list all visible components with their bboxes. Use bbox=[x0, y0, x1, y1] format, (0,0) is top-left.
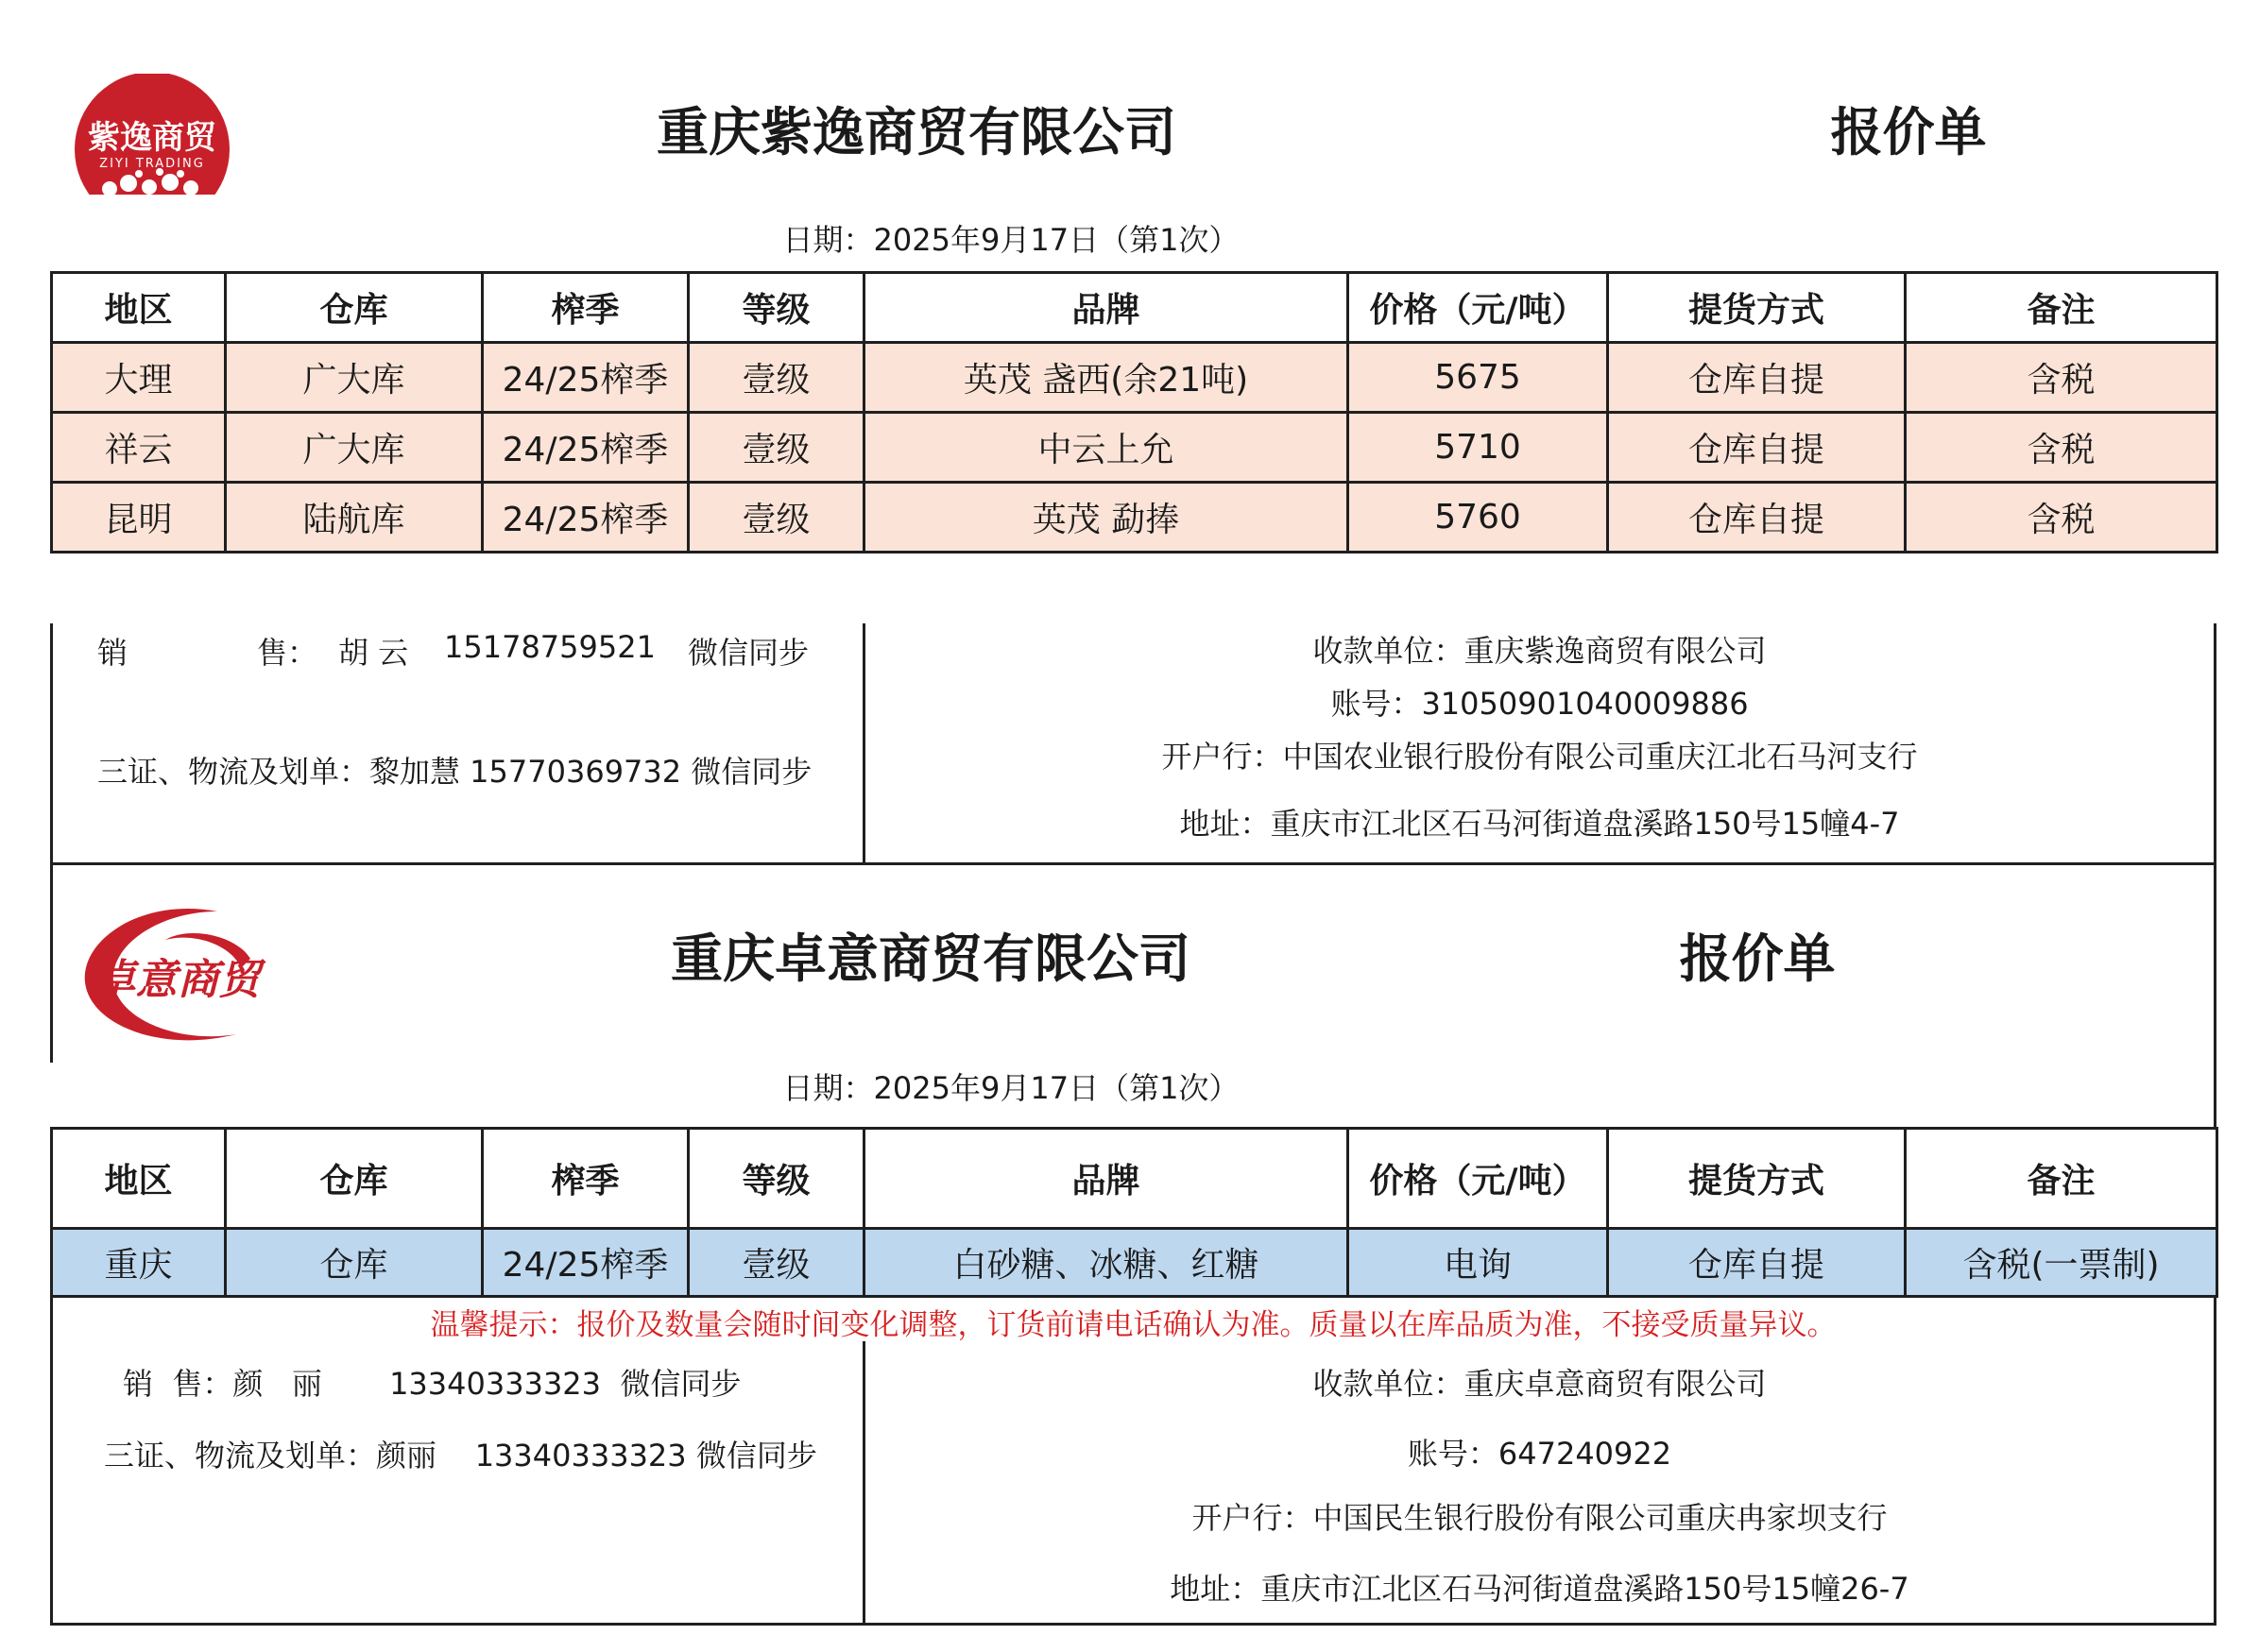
document-title: 报价单 bbox=[1830, 101, 1987, 162]
col-header: 等级 bbox=[689, 273, 864, 343]
table-row bbox=[52, 483, 2217, 553]
cell-brand: 中云上允 bbox=[864, 413, 1348, 483]
cell-remark: 含税 bbox=[1906, 343, 2217, 413]
cell-delivery: 仓库自提 bbox=[1608, 483, 1906, 553]
divider bbox=[50, 1623, 2216, 1626]
address: 地址：重庆市江北区石马河街道盘溪路150号15幢4-7 bbox=[1179, 806, 1900, 842]
payee: 收款单位：重庆卓意商贸有限公司 bbox=[1312, 1366, 1767, 1402]
address: 地址：重庆市江北区石马河街道盘溪路150号15幢26-7 bbox=[1170, 1571, 1909, 1607]
col-header: 价格（元/吨） bbox=[1348, 273, 1608, 343]
quote-date: 日期：2025年9月17日（第1次） bbox=[782, 1070, 1240, 1106]
col-header: 品牌 bbox=[864, 1129, 1348, 1229]
payee: 收款单位：重庆紫逸商贸有限公司 bbox=[1312, 633, 1767, 669]
sales-contact: 销 售：颜 丽 13340333323 微信同步 bbox=[123, 1366, 742, 1402]
cell-grade: 壹级 bbox=[689, 483, 864, 553]
cell-price: 5710 bbox=[1348, 413, 1608, 483]
bank: 开户行：中国民生银行股份有限公司重庆冉家坝支行 bbox=[1191, 1500, 1888, 1536]
sales-label: 销 bbox=[97, 635, 128, 671]
bank: 开户行：中国农业银行股份有限公司重庆江北石马河支行 bbox=[1161, 739, 1918, 775]
col-header: 备注 bbox=[1906, 1129, 2217, 1229]
cell-grade: 壹级 bbox=[689, 1229, 864, 1297]
company-logo-ziyi bbox=[72, 74, 232, 196]
sales-name: 胡 云 bbox=[338, 635, 409, 671]
document-title: 报价单 bbox=[1679, 928, 1836, 989]
col-header: 榨季 bbox=[483, 1129, 689, 1229]
logistics-contact: 三证、物流及划单：黎加慧 15770369732 微信同步 bbox=[97, 754, 813, 790]
col-header: 等级 bbox=[689, 1129, 864, 1229]
col-header: 提货方式 bbox=[1608, 273, 1906, 343]
cell-brand: 白砂糖、冰糖、红糖 bbox=[864, 1229, 1348, 1297]
cell-season: 24/25榨季 bbox=[483, 1229, 689, 1297]
col-header: 仓库 bbox=[226, 273, 483, 343]
cell-brand: 英茂 勐捧 bbox=[864, 483, 1348, 553]
cell-remark: 含税 bbox=[1906, 483, 2217, 553]
cell-season: 24/25榨季 bbox=[483, 413, 689, 483]
cell-grade: 壹级 bbox=[689, 413, 864, 483]
table-row bbox=[52, 413, 2217, 483]
cell-grade: 壹级 bbox=[689, 343, 864, 413]
table-header-row bbox=[52, 273, 2217, 343]
cell-price: 5760 bbox=[1348, 483, 1608, 553]
cell-region: 祥云 bbox=[52, 413, 226, 483]
divider bbox=[50, 862, 2216, 865]
divider bbox=[2214, 864, 2216, 1129]
col-header: 地区 bbox=[52, 273, 226, 343]
col-header: 品牌 bbox=[864, 273, 1348, 343]
cell-warehouse: 陆航库 bbox=[226, 483, 483, 553]
cell-price: 5675 bbox=[1348, 343, 1608, 413]
cell-delivery: 仓库自提 bbox=[1608, 343, 1906, 413]
divider bbox=[50, 623, 53, 864]
company-name: 重庆卓意商贸有限公司 bbox=[670, 928, 1190, 989]
sales-wechat-note: 微信同步 bbox=[688, 635, 810, 671]
account-number: 账号：647240922 bbox=[1407, 1436, 1672, 1472]
col-header: 价格（元/吨） bbox=[1348, 1129, 1608, 1229]
account-number: 账号：31050901040009886 bbox=[1330, 686, 1749, 722]
table-row bbox=[52, 1229, 2217, 1297]
cell-region: 重庆 bbox=[52, 1229, 226, 1297]
col-header: 榨季 bbox=[483, 273, 689, 343]
divider bbox=[50, 864, 53, 1063]
table-header-row bbox=[52, 1129, 2217, 1229]
divider bbox=[2214, 623, 2216, 864]
company-name: 重庆紫逸商贸有限公司 bbox=[656, 101, 1176, 162]
cell-warehouse: 广大库 bbox=[226, 413, 483, 483]
warm-notice: 温馨提示：报价及数量会随时间变化调整，订货前请电话确认为准。质量以在库品质为准，不接受质量异议。 bbox=[430, 1307, 1837, 1342]
col-header: 地区 bbox=[52, 1129, 226, 1229]
cell-season: 24/25榨季 bbox=[483, 343, 689, 413]
cell-region: 大理 bbox=[52, 343, 226, 413]
logo-text-cn: 紫逸商贸 bbox=[88, 118, 216, 157]
table-row bbox=[52, 343, 2217, 413]
divider bbox=[2214, 1296, 2216, 1625]
col-header: 提货方式 bbox=[1608, 1129, 1906, 1229]
cell-remark: 含税(一票制) bbox=[1906, 1229, 2217, 1297]
cell-region: 昆明 bbox=[52, 483, 226, 553]
cell-season: 24/25榨季 bbox=[483, 483, 689, 553]
logo-text-cn: 卓意商贸 bbox=[94, 956, 261, 1004]
company-logo-zhuoyi bbox=[76, 902, 279, 1053]
col-header: 仓库 bbox=[226, 1129, 483, 1229]
price-table bbox=[50, 271, 2218, 554]
cell-delivery: 仓库自提 bbox=[1608, 413, 1906, 483]
divider bbox=[50, 1296, 53, 1625]
sales-phone: 15178759521 bbox=[444, 629, 656, 665]
cell-warehouse: 广大库 bbox=[226, 343, 483, 413]
cell-remark: 含税 bbox=[1906, 413, 2217, 483]
logistics-contact: 三证、物流及划单：颜丽 13340333323 微信同步 bbox=[104, 1438, 817, 1473]
quote-date: 日期：2025年9月17日（第1次） bbox=[782, 222, 1240, 258]
price-table bbox=[50, 1127, 2218, 1298]
col-header: 备注 bbox=[1906, 273, 2217, 343]
cell-price: 电询 bbox=[1348, 1229, 1608, 1297]
logo-text-en: ZIYI TRADING bbox=[99, 156, 205, 171]
sales-label-suffix: 售： bbox=[257, 635, 318, 671]
cell-brand: 英茂 盏西(余21吨) bbox=[864, 343, 1348, 413]
cell-warehouse: 仓库 bbox=[226, 1229, 483, 1297]
cell-delivery: 仓库自提 bbox=[1608, 1229, 1906, 1297]
